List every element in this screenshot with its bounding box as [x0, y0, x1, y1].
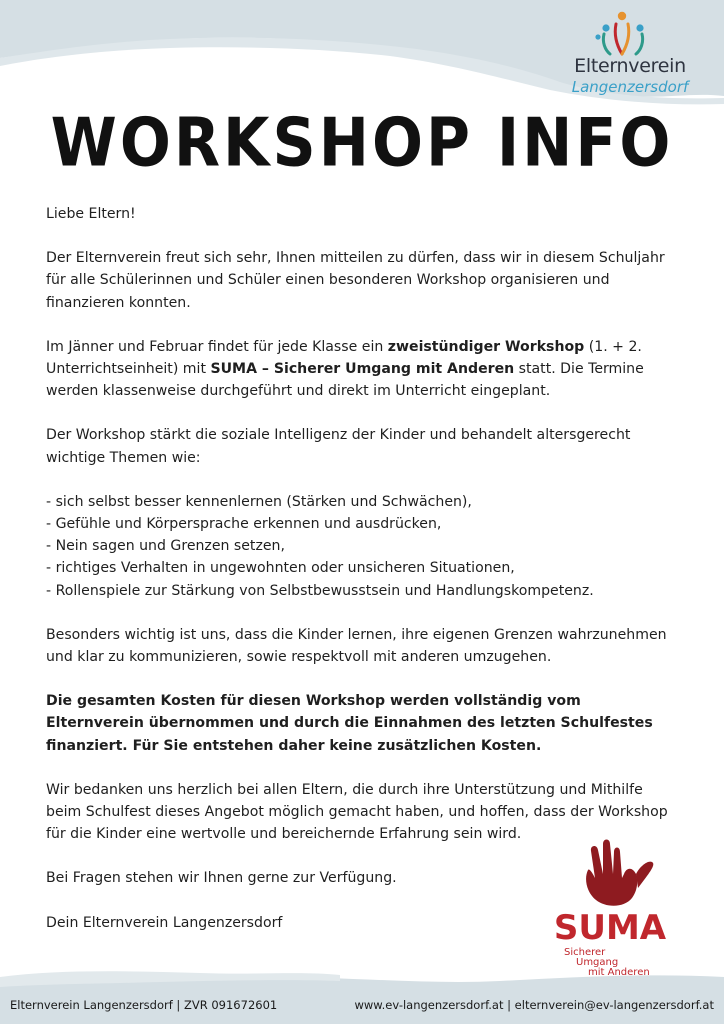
- paragraph-costs: Die gesamten Kosten für diesen Workshop werden vollständig vom Elternverein übernommen und durch die Einnahmen des letzten Schulfestes finanziert. Für Sie entstehen daher keine zusätzlichen Kosten.: [46, 693, 653, 754]
- paragraph-schedule: Im Jänner und Februar findet für jede Klasse ein zweistündiger Workshop (1. + 2. Unterrichtseinheit) mit SUMA – Sicherer Umgang mit Anderen statt. Die Termine werden klassenweise durchgeführt und direkt im Unterricht eingeplant.: [46, 338, 644, 400]
- paragraph-topics-intro: Der Workshop stärkt die soziale Intelligenz der Kinder und behandelt altersgerecht wichtige Themen wie:: [46, 427, 631, 466]
- paragraph-importance: Besonders wichtig ist uns, dass die Kinder lernen, ihre eigenen Grenzen wahrzunehmen und klar zu kommunizieren, sowie respektvoll mit anderen umzugehen.: [46, 626, 667, 666]
- topic-list-item: - Gefühle und Körpersprache erkennen und ausdrücken,: [46, 516, 442, 533]
- paragraph-questions: Bei Fragen stehen wir Ihnen gerne zur Verfügung.: [46, 870, 397, 887]
- topic-list-item: - sich selbst besser kennenlernen (Stärken und Schwächen),: [46, 493, 472, 510]
- paragraph-intro: Der Elternverein freut sich sehr, Ihnen mitteilen zu dürfen, dass wir in diesem Schuljahr für alle Schülerinnen und Schüler einen besonderen Workshop organisieren und finanzieren konnten.: [46, 250, 665, 311]
- page-title: WORKSHOP INFO: [50, 103, 674, 183]
- topic-list-item: - richtiges Verhalten in ungewohnten oder unsicheren Situationen,: [46, 560, 515, 577]
- topic-list-item: - Nein sagen und Grenzen setzen,: [46, 538, 285, 555]
- footer-registration: Elternverein Langenzersdorf | ZVR 091672601: [10, 998, 278, 1012]
- suma-wordmark: SUMA: [553, 908, 667, 948]
- footer-contact: www.ev-langenzersdorf.at | elternverein@ev-langenzersdorf.at: [354, 998, 714, 1012]
- greeting: Liebe Eltern!: [46, 206, 136, 222]
- topic-list-item: - Rollenspiele zur Stärkung von Selbstbewusstsein und Handlungskompetenz.: [46, 582, 594, 599]
- suma-logo: [540, 830, 680, 978]
- elternverein-logo: [560, 10, 700, 105]
- letter-body: [46, 203, 682, 934]
- logo-subtitle: Langenzersdorf: [571, 78, 689, 96]
- signature: Dein Elternverein Langenzersdorf: [46, 914, 283, 931]
- family-figures-icon: [560, 10, 700, 58]
- logo-title: Elternverein: [574, 55, 686, 77]
- suma-tagline: Sicherer Umgang mit Anderen: [564, 947, 650, 978]
- paragraph-thanks: Wir bedanken uns herzlich bei allen Eltern, die durch ihre Unterstützung und Mithilfe beim Schulfest dieses Angebot möglich gemacht haben, und hoffen, dass der Workshop für die Kinder eine wertvolle und bereichernde Erfahrung sein wird.: [46, 781, 668, 843]
- hand-print-icon: [540, 830, 680, 910]
